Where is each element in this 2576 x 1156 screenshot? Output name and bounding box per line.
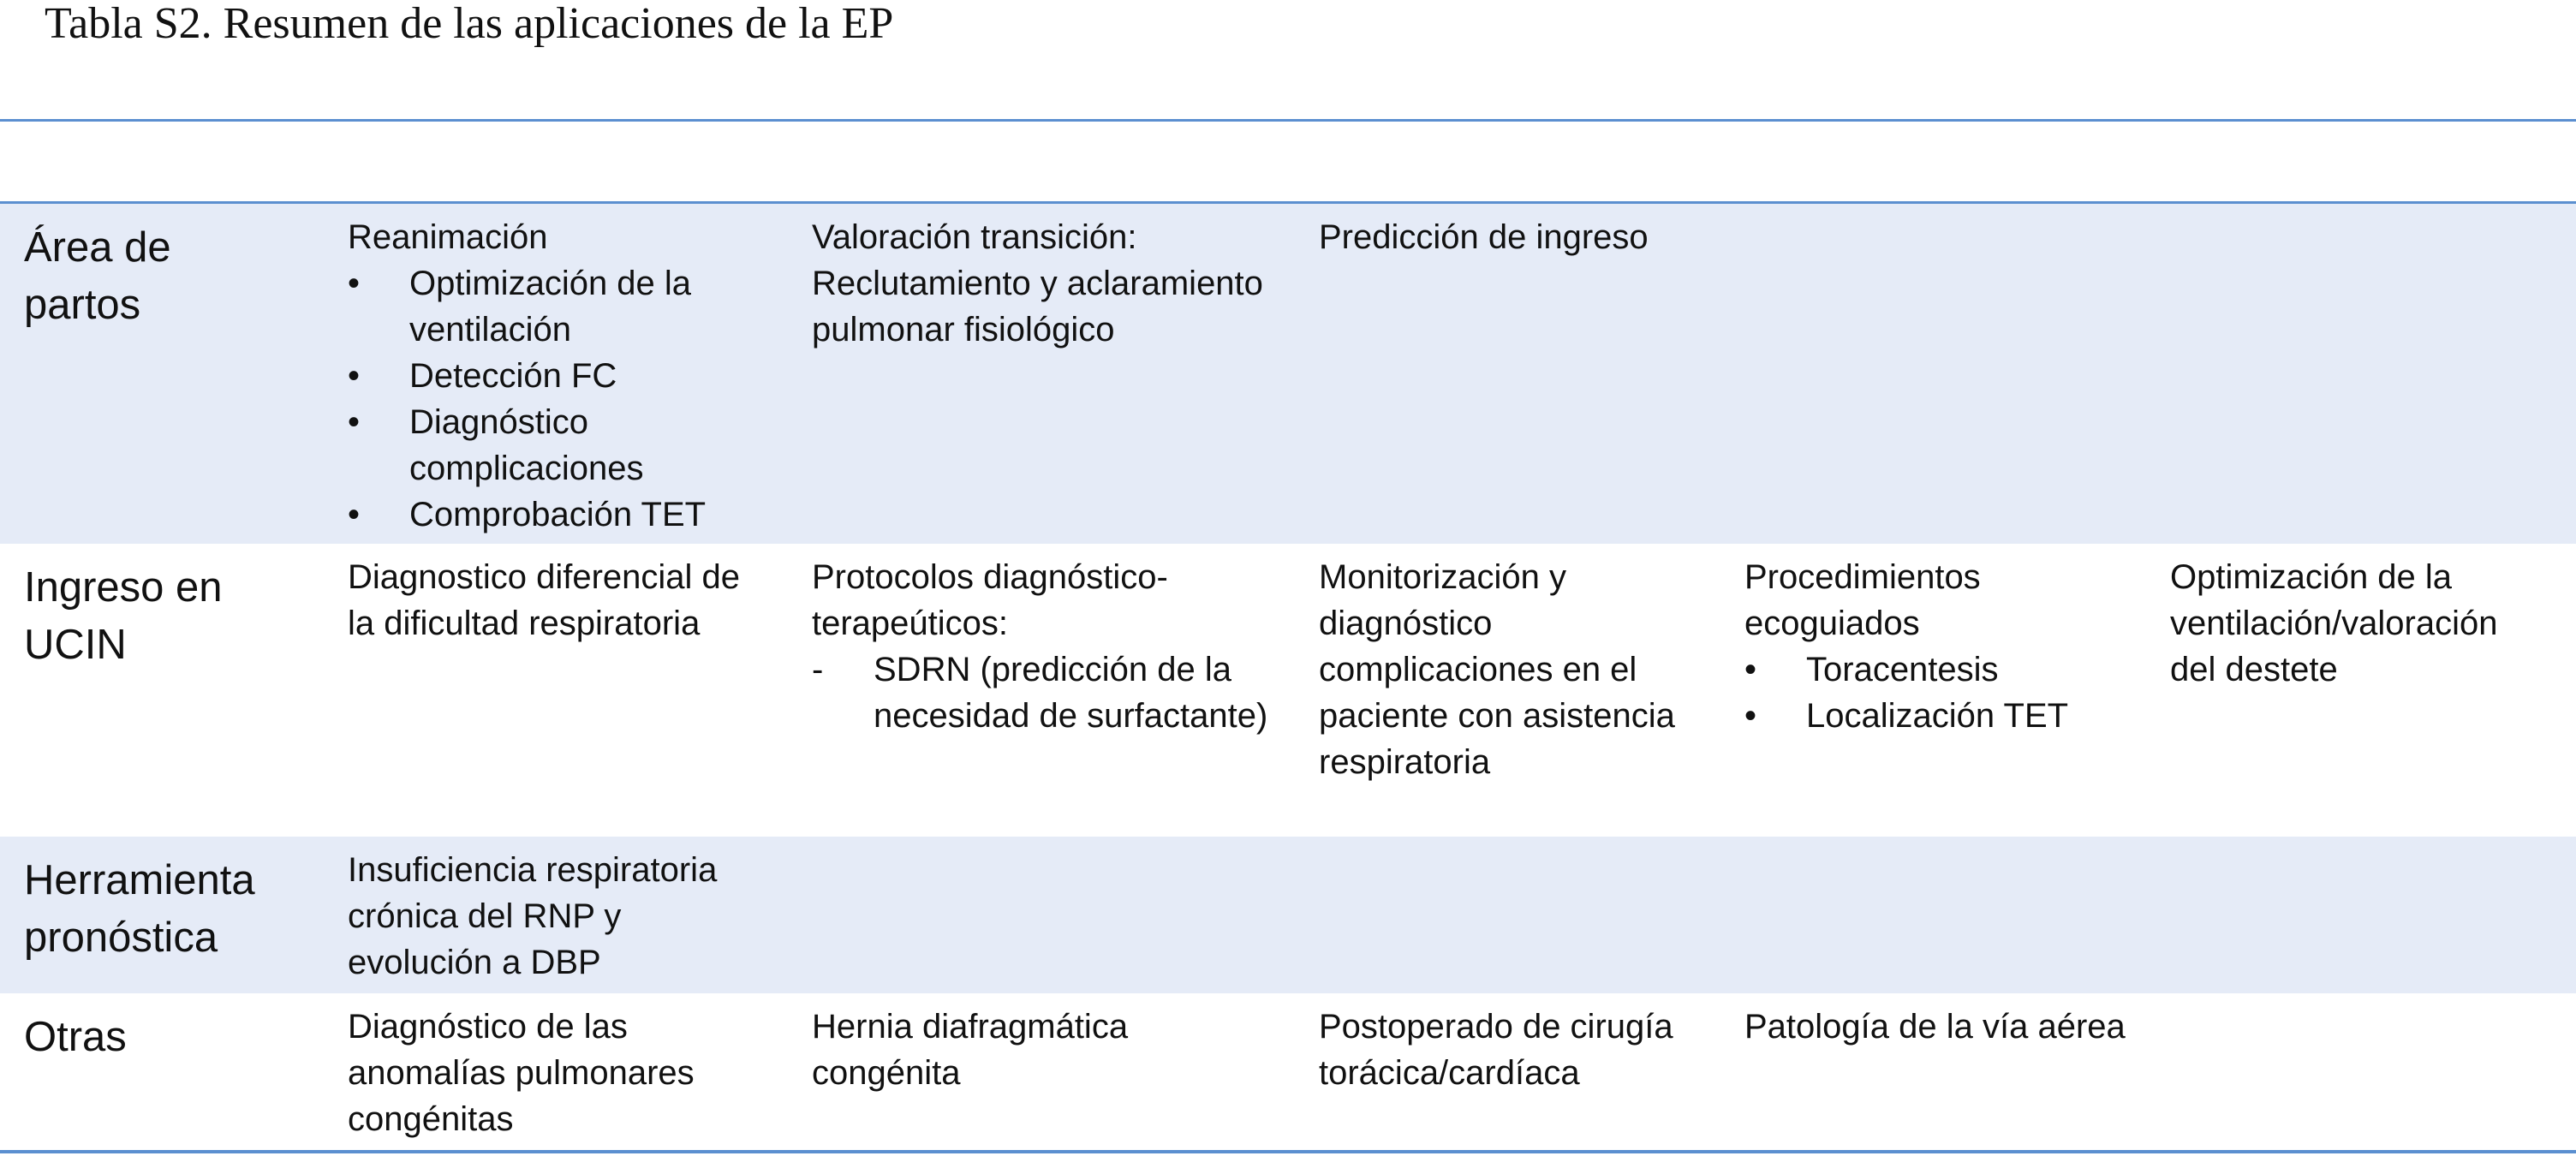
bullet-list (1744, 647, 2143, 739)
cell-text: ecoguiados (1744, 605, 1920, 642)
list-item-text (409, 399, 784, 492)
cell-text: diagnóstico (1319, 605, 1493, 642)
bullet-marker: • (348, 357, 361, 395)
bullet-list (348, 260, 784, 538)
row-label-line: Otras (24, 1014, 127, 1060)
cell-text: SDRN (predicción de la (874, 651, 1231, 688)
row-label-line: UCIN (24, 622, 127, 668)
cell-text: Monitorización y (1319, 558, 1567, 596)
row-label-line: Área de (24, 224, 171, 271)
cell-text: Optimización de la (2170, 558, 2453, 596)
table-cell (334, 837, 798, 993)
bullet-marker: • (348, 496, 361, 533)
cell-text: ventilación/valoración (2170, 605, 2498, 642)
table-cell (1731, 544, 2156, 837)
table-cell-empty (1305, 837, 1731, 993)
row-label-line: pronóstica (24, 915, 218, 961)
list-item (812, 647, 1291, 739)
cell-text: terapeúticos: (812, 605, 1009, 642)
cell-text: Diagnostico diferencial de (348, 558, 741, 596)
cell-text: anomalías pulmonares (348, 1054, 695, 1092)
cell-text: Diagnóstico (409, 403, 589, 441)
bullet-marker: • (1744, 697, 1757, 735)
table-row-area-de-partos (0, 204, 2576, 544)
cell-text: Procedimientos (1744, 558, 1981, 596)
bullet-marker: • (1744, 651, 1757, 688)
table-cell-empty (798, 837, 1305, 993)
cell-text: evolución a DBP (348, 944, 601, 981)
list-item-text (409, 353, 784, 399)
table-row-ingreso-en-ucin (0, 544, 2576, 837)
list-item (1744, 693, 2143, 739)
table-cell-empty (2156, 204, 2576, 544)
table-row-otras (0, 993, 2576, 1150)
cell-text: Postoperado de cirugía (1319, 1008, 1673, 1046)
list-item (348, 353, 784, 399)
cell-text: Reclutamiento y aclaramiento (812, 265, 1263, 302)
dash-marker: - (812, 651, 824, 688)
table-cell-empty (1731, 837, 2156, 993)
dash-list (812, 647, 1291, 739)
cell-text: la dificultad respiratoria (348, 605, 701, 642)
cell-text: Comprobación TET (409, 496, 707, 533)
table-cell (1731, 993, 2156, 1150)
cell-text: pulmonar fisiológico (812, 311, 1115, 349)
table-cell (1305, 993, 1731, 1150)
row-label (0, 204, 334, 544)
cell-text: respiratoria (1319, 743, 1491, 781)
table-cell (1305, 204, 1731, 544)
list-item-text (409, 492, 784, 538)
list-item (348, 260, 784, 353)
table-cell (334, 993, 798, 1150)
cell-text: Valoración transición: (812, 218, 1137, 256)
table-cell (334, 204, 798, 544)
cell-text: congénita (812, 1054, 961, 1092)
cell-text: congénitas (348, 1100, 514, 1138)
cell-text: ventilación (409, 311, 572, 349)
table-cell (2156, 544, 2576, 837)
cell-text: necesidad de surfactante) (874, 697, 1268, 735)
table-cell (334, 544, 798, 837)
row-label (0, 837, 334, 993)
list-item-text (1806, 647, 2143, 693)
cell-text: complicaciones (409, 450, 644, 487)
row-label-line: partos (24, 282, 141, 328)
table-cell-empty (2156, 993, 2576, 1150)
row-label (0, 993, 334, 1150)
cell-text: Protocolos diagnóstico- (812, 558, 1168, 596)
list-item (348, 399, 784, 492)
cell-text: Patología de la vía aérea (1744, 1008, 2126, 1046)
table-bottom-rule (0, 1150, 2576, 1153)
cell-text: Reanimación (348, 218, 548, 256)
title-divider (0, 119, 2576, 122)
cell-text: Toracentesis (1806, 651, 1999, 688)
table-title: Tabla S2. Resumen de las aplicaciones de la EP (45, 0, 894, 48)
list-item-text (409, 260, 784, 353)
cell-text: complicaciones en el (1319, 651, 1637, 688)
row-label-line: Herramienta (24, 857, 255, 903)
cell-text: del destete (2170, 651, 2338, 688)
list-item (1744, 647, 2143, 693)
row-label-line: Ingreso en (24, 564, 223, 611)
row-label (0, 544, 334, 837)
bullet-marker: • (348, 265, 361, 302)
bullet-marker: • (348, 403, 361, 441)
cell-text: Insuficiencia respiratoria (348, 851, 718, 889)
list-item-text (1806, 693, 2143, 739)
table-cell-empty (2156, 837, 2576, 993)
cell-text: Predicción de ingreso (1319, 218, 1649, 256)
table-cell-empty (1731, 204, 2156, 544)
cell-text: paciente con asistencia (1319, 697, 1675, 735)
cell-text: Detección FC (409, 357, 617, 395)
cell-text: crónica del RNP y (348, 897, 622, 935)
table-cell (1305, 544, 1731, 837)
table-row-herramienta-pronostica (0, 837, 2576, 993)
list-item (348, 492, 784, 538)
cell-text: torácica/cardíaca (1319, 1054, 1580, 1092)
table-cell (798, 993, 1305, 1150)
table-cell (798, 204, 1305, 544)
cell-text: Hernia diafragmática (812, 1008, 1129, 1046)
cell-text: Diagnóstico de las (348, 1008, 628, 1046)
list-item-text (874, 647, 1291, 739)
cell-text: Optimización de la (409, 265, 692, 302)
cell-text: Localización TET (1806, 697, 2069, 735)
summary-table (0, 201, 2576, 1153)
table-cell (798, 544, 1305, 837)
